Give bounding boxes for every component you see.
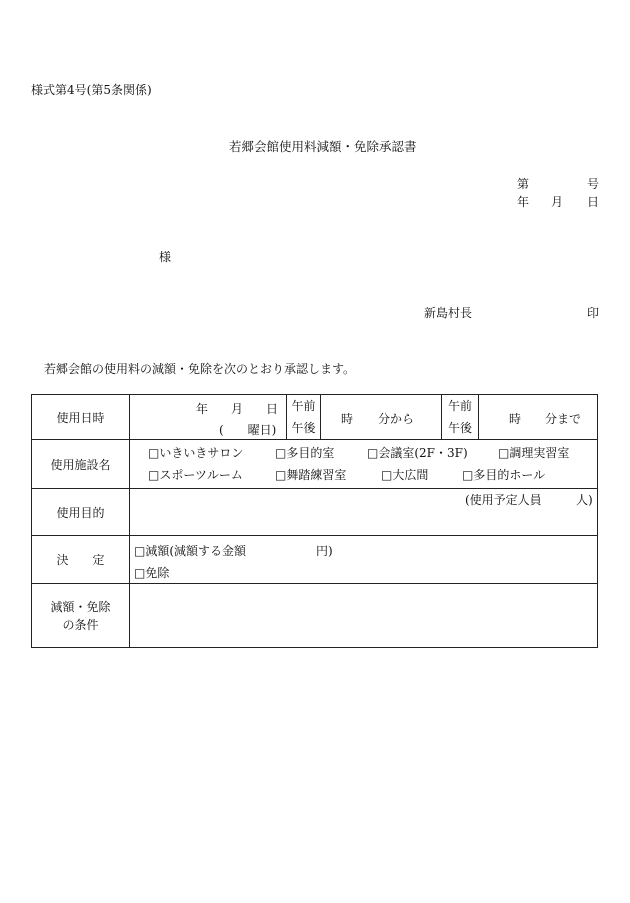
document-title: 若郷会館使用料減額・免除承認書 [229, 139, 417, 154]
facility-option-dance-room[interactable]: □舞踏練習室 [275, 468, 347, 482]
purpose-input-cell[interactable] [130, 489, 598, 536]
decision-label: 決 定 [32, 536, 130, 584]
month-label: 月 [231, 402, 244, 416]
attendees-label-close: 人) [576, 493, 593, 507]
weekday-label: ( 曜日) [219, 423, 277, 437]
purpose-label: 使用目的 [32, 489, 130, 536]
purpose-row [32, 489, 598, 536]
intro-text: 若郷会館の使用料の減額・免除を次のとおり承認します。 [44, 362, 356, 376]
end-ampm-cell[interactable] [442, 395, 479, 440]
start-am-label: 午前 [291, 399, 316, 413]
conditions-row [32, 584, 598, 648]
addressee-honorific: 様 [159, 250, 172, 264]
facility-option-multipurpose-room[interactable]: □多目的室 [275, 446, 335, 460]
facility-option-meeting-room[interactable]: □会議室(2F・3F) [367, 446, 468, 460]
usage-datetime-label: 使用日時 [32, 395, 130, 440]
facility-label: 使用施設名 [32, 440, 130, 489]
doc-number-prefix: 第 [517, 177, 530, 191]
exempt-option[interactable]: □免除 [134, 566, 170, 580]
usage-datetime-row [32, 395, 598, 440]
decision-row [32, 536, 598, 584]
end-time-cell[interactable] [479, 395, 598, 440]
start-ampm-cell[interactable] [287, 395, 321, 440]
doc-number-suffix: 号 [587, 177, 600, 191]
facility-option-cooking-room[interactable]: □調理実習室 [498, 446, 570, 460]
conditions-label-line1: 減額・免除 [50, 599, 111, 614]
issuer-title: 新島村長 [424, 306, 473, 320]
end-am-label: 午前 [447, 399, 472, 413]
conditions-label-line2: の条件 [62, 617, 99, 632]
issue-year-label: 年 [517, 195, 530, 209]
end-minute-label: 分まで [545, 412, 582, 426]
facility-option-multipurpose-hall[interactable]: □多目的ホール [462, 468, 546, 482]
end-pm-label: 午後 [447, 421, 472, 435]
issue-month-label: 月 [551, 195, 564, 209]
conditions-input-cell[interactable] [130, 584, 598, 648]
usage-date-cell[interactable] [130, 395, 287, 440]
decision-options-cell [130, 536, 598, 584]
facility-option-ikiiki-salon[interactable]: □いきいきサロン [148, 446, 244, 460]
seal-mark: 印 [587, 306, 600, 320]
approval-table [31, 394, 598, 648]
form-number: 様式第4号(第5条関係) [31, 83, 152, 97]
issue-day-label: 日 [587, 195, 600, 209]
conditions-label-cell [32, 584, 130, 648]
year-label: 年 [196, 402, 209, 416]
attendees-label-open: (使用予定人員 [465, 493, 542, 507]
facility-option-sports-room[interactable]: □スポーツルーム [148, 468, 243, 482]
reduce-amount-unit: 円) [316, 544, 333, 558]
facility-options-cell [130, 440, 598, 489]
facility-row [32, 440, 598, 489]
day-label: 日 [266, 402, 279, 416]
reduce-option[interactable]: □減額(減額する金額 [134, 544, 247, 558]
start-hour-label: 時 [341, 412, 354, 426]
start-pm-label: 午後 [291, 421, 316, 435]
facility-option-great-hall[interactable]: □大広間 [381, 468, 429, 482]
end-hour-label: 時 [509, 412, 522, 426]
start-time-cell[interactable] [321, 395, 442, 440]
start-minute-label: 分から [378, 412, 415, 426]
